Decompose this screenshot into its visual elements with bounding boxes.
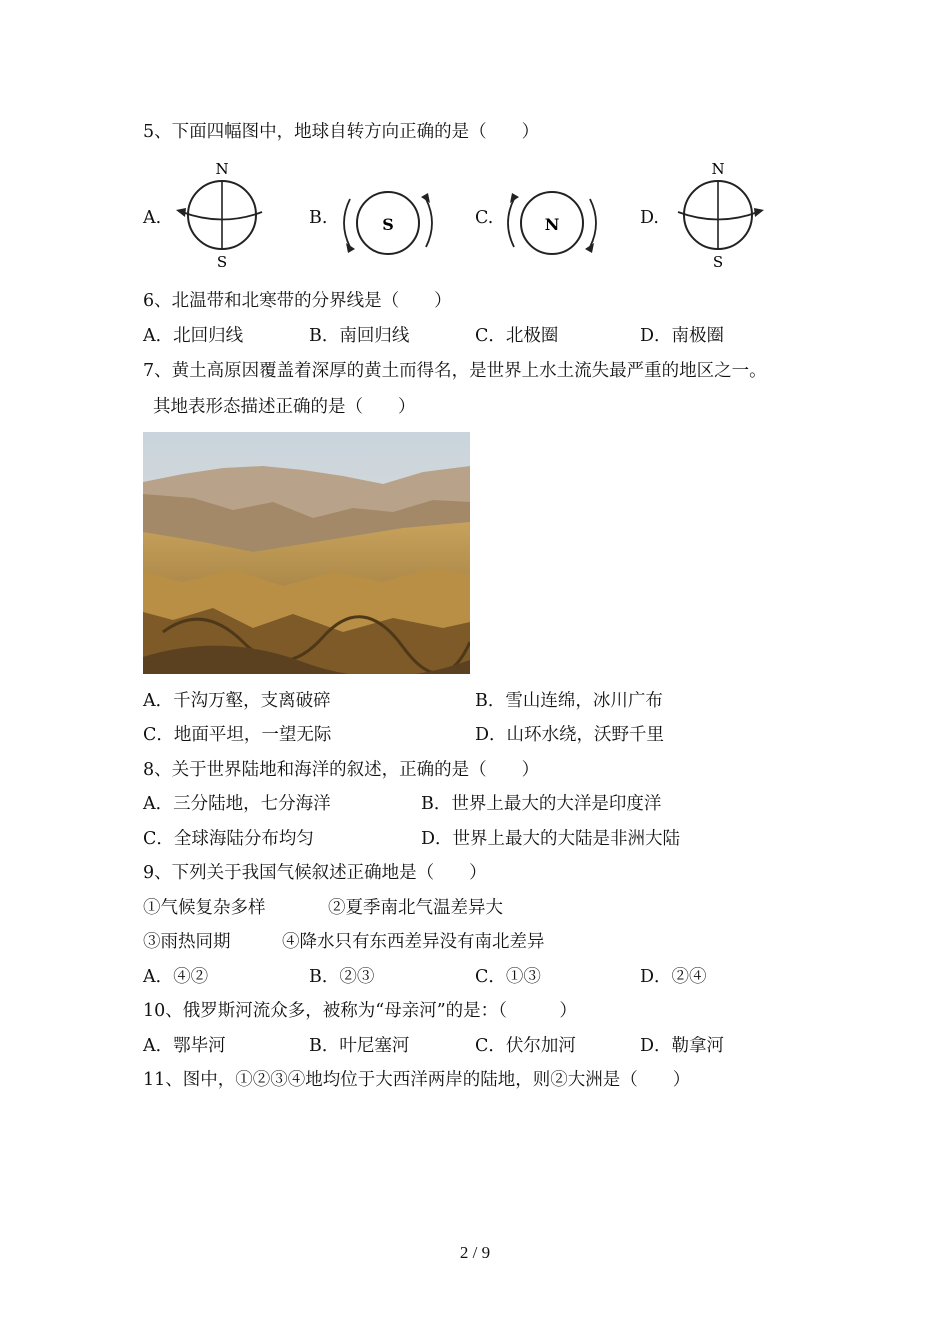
q5-figure-b bbox=[338, 185, 438, 265]
q8-option-c: C．全球海陆分布均匀 bbox=[143, 829, 314, 849]
q6-option-a: A．北回归线 bbox=[143, 326, 244, 346]
q7-stem-line1: 7、黄土高原因覆盖着深厚的黄土而得名，是世界上水土流失最严重的地区之一。 bbox=[143, 361, 767, 381]
q7-option-b: B．雪山连绵，冰川广布 bbox=[475, 691, 663, 711]
pole-label: N bbox=[544, 215, 560, 234]
q8-option-a: A．三分陆地，七分海洋 bbox=[143, 794, 331, 814]
q9-item-1: ①气候复杂多样 bbox=[143, 898, 266, 918]
rotation-arrow-icon bbox=[176, 208, 186, 217]
left-rotation-arc bbox=[508, 199, 514, 247]
left-rotation-arc bbox=[344, 199, 350, 247]
q5-figure-a bbox=[172, 157, 272, 272]
q5-label-d: D. bbox=[640, 208, 659, 228]
q10-option-c: C．伏尔加河 bbox=[475, 1036, 576, 1056]
q5-label-a: A. bbox=[143, 208, 162, 228]
q6-stem: 6、北温带和北寒带的分界线是（ ） bbox=[143, 291, 452, 311]
q10-stem: 10、俄罗斯河流众多，被称为“母亲河”的是：（ ） bbox=[143, 1001, 577, 1021]
q7-option-c: C．地面平坦，一望无际 bbox=[143, 725, 332, 745]
rotation-arrow-icon bbox=[346, 243, 355, 253]
q9-item-3: ③雨热同期 bbox=[143, 932, 231, 952]
q10-option-d: D．勒拿河 bbox=[640, 1036, 725, 1056]
q5-figure-c bbox=[502, 185, 602, 265]
q9-option-a: A．④② bbox=[143, 967, 209, 987]
rotation-arrow-icon bbox=[585, 243, 594, 253]
rotation-arrow-icon bbox=[421, 193, 430, 203]
rotation-arrow-icon bbox=[510, 193, 519, 203]
loess-plateau-photo bbox=[143, 432, 470, 674]
q6-option-c: C．北极圈 bbox=[475, 326, 559, 346]
q9-stem: 9、下列关于我国气候叙述正确地是（ ） bbox=[143, 863, 487, 883]
q10-option-a: A．鄂毕河 bbox=[143, 1036, 226, 1056]
q6-option-d: D．南极圈 bbox=[640, 326, 725, 346]
q5-label-b: B. bbox=[309, 208, 328, 228]
north-label: N bbox=[215, 160, 229, 178]
page-number: 2 / 9 bbox=[459, 1243, 491, 1262]
q8-option-b: B．世界上最大的大洋是印度洋 bbox=[421, 794, 662, 814]
q8-stem: 8、关于世界陆地和海洋的叙述，正确的是（ ） bbox=[143, 760, 540, 780]
q7-option-a: A．千沟万壑，支离破碎 bbox=[143, 691, 331, 711]
q9-option-d: D．②④ bbox=[640, 967, 707, 987]
right-rotation-arc bbox=[590, 199, 596, 247]
q5-label-c: C. bbox=[475, 208, 494, 228]
q9-item-2: ②夏季南北气温差异大 bbox=[328, 898, 503, 918]
q11-stem: 11、图中，①②③④地均位于大西洋两岸的陆地，则②大洲是（ ） bbox=[143, 1070, 691, 1090]
south-label: S bbox=[712, 253, 724, 271]
q10-option-b: B．叶尼塞河 bbox=[309, 1036, 410, 1056]
q5-figure-d bbox=[668, 157, 768, 272]
q9-item-4: ④降水只有东西差异没有南北差异 bbox=[282, 932, 545, 952]
q9-option-b: B．②③ bbox=[309, 967, 375, 987]
q8-option-d: D．世界上最大的大陆是非洲大陆 bbox=[421, 829, 681, 849]
q6-option-b: B．南回归线 bbox=[309, 326, 410, 346]
north-label: N bbox=[711, 160, 725, 178]
q9-option-c: C．①③ bbox=[475, 967, 541, 987]
q5-stem: 5、下面四幅图中，地球自转方向正确的是（ ） bbox=[143, 122, 540, 142]
q7-stem-line2: 其地表形态描述正确的是（ ） bbox=[153, 397, 416, 417]
south-label: S bbox=[216, 253, 228, 271]
rotation-arrow-icon bbox=[754, 208, 764, 217]
pole-label: S bbox=[382, 215, 394, 234]
right-rotation-arc bbox=[426, 199, 432, 247]
q7-option-d: D．山环水绕，沃野千里 bbox=[475, 725, 665, 745]
